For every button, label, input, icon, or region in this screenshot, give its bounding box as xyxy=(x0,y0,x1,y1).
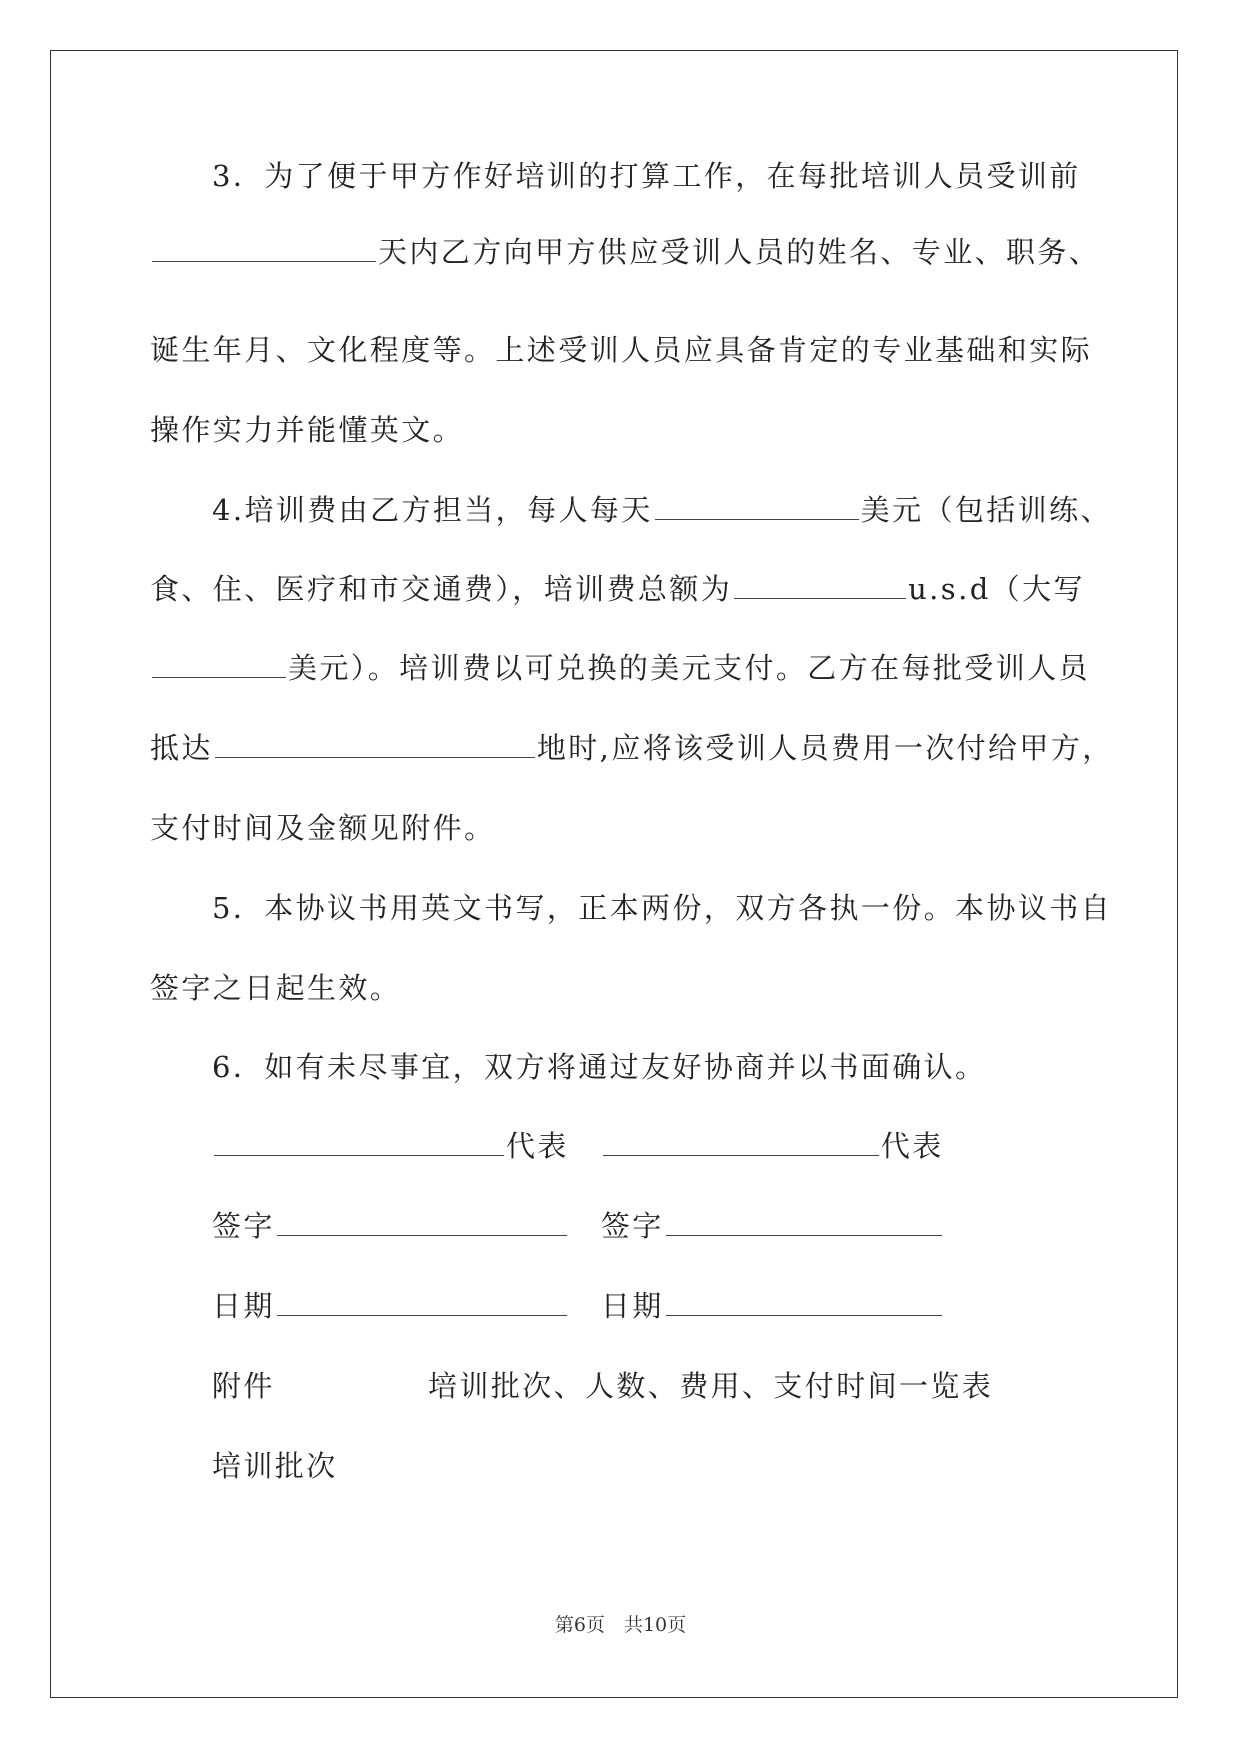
signature-row-date xyxy=(212,1286,944,1326)
signature-row-representative xyxy=(212,1126,944,1166)
clause-6-line-1: 6．如有未尽事宜，双方将通过友好协商并以书面确认。 xyxy=(212,1050,987,1084)
sign-label-a: 签字 xyxy=(212,1209,275,1243)
blank-total-fee[interactable] xyxy=(734,572,906,599)
clause-3-line-4: 操作实力并能懂英文。 xyxy=(150,413,465,447)
blank-arrival-place[interactable] xyxy=(215,731,535,758)
clause-4-line-2 xyxy=(150,569,1085,609)
clause-4-line-4-text-a: 抵达 xyxy=(150,731,213,765)
clause-4-line-2-text-a: 食、住、医疗和市交通费），培训费总额为 xyxy=(150,572,733,606)
clause-4-line-4 xyxy=(150,728,1114,768)
clause-3-line-1: 3．为了便于甲方作好培训的打算工作，在每批培训人员受训前 xyxy=(212,159,1081,193)
clause-4-line-3-text: 美元）。培训费以可兑换的美元支付。乙方在每批受训人员 xyxy=(288,651,1090,685)
clause-3-line-2 xyxy=(150,232,1100,272)
blank-sign-a[interactable] xyxy=(277,1209,567,1236)
signature-row-sign xyxy=(212,1206,944,1246)
clause-4-line-4-text-b: 地时,应将该受训人员费用一次付给甲方， xyxy=(536,731,1114,765)
clause-4-line-5: 支付时间及金额见附件。 xyxy=(150,811,496,845)
attachment-label: 附件 xyxy=(212,1369,275,1403)
clause-4-line-1 xyxy=(212,490,1112,530)
clause-3-line-3: 诞生年月、文化程度等。上述受训人员应具备肯定的专业基础和实际 xyxy=(150,333,1093,367)
blank-party-b-name[interactable] xyxy=(603,1129,879,1156)
date-label-a: 日期 xyxy=(212,1289,275,1323)
clause-5-line-2: 签字之日起生效。 xyxy=(150,971,402,1005)
clause-4-line-1-text-a: 4.培训费由乙方担当，每人每天 xyxy=(212,493,653,527)
blank-amount-words[interactable] xyxy=(152,651,286,678)
clause-4-line-1-text-b: 美元（包括训练、 xyxy=(860,493,1112,527)
page-footer: 第6页 共10页 xyxy=(554,1614,687,1636)
blank-party-a-name[interactable] xyxy=(214,1129,504,1156)
clause-5-line-1: 5．本协议书用英文书写，正本两份，双方各执一份。本协议书自 xyxy=(212,891,1113,925)
representative-label-b: 代表 xyxy=(880,1129,944,1163)
clause-3-line-2-text: 天内乙方向甲方供应受训人员的姓名、专业、职务、 xyxy=(378,235,1101,269)
attachment-batch-label: 培训批次 xyxy=(212,1449,338,1483)
representative-label-a: 代表 xyxy=(506,1129,569,1163)
blank-daily-fee[interactable] xyxy=(655,493,859,520)
blank-sign-b[interactable] xyxy=(666,1209,942,1236)
date-label-b: 日期 xyxy=(600,1289,664,1323)
sign-label-b: 签字 xyxy=(600,1209,664,1243)
clause-4-line-3 xyxy=(150,648,1090,688)
blank-date-a[interactable] xyxy=(277,1289,567,1316)
blank-days[interactable] xyxy=(152,235,376,262)
clause-4-line-2-text-b: u.s.d（大写 xyxy=(908,572,1085,606)
blank-date-b[interactable] xyxy=(666,1289,942,1316)
attachment-title: 培训批次、人数、费用、支付时间一览表 xyxy=(428,1369,994,1403)
